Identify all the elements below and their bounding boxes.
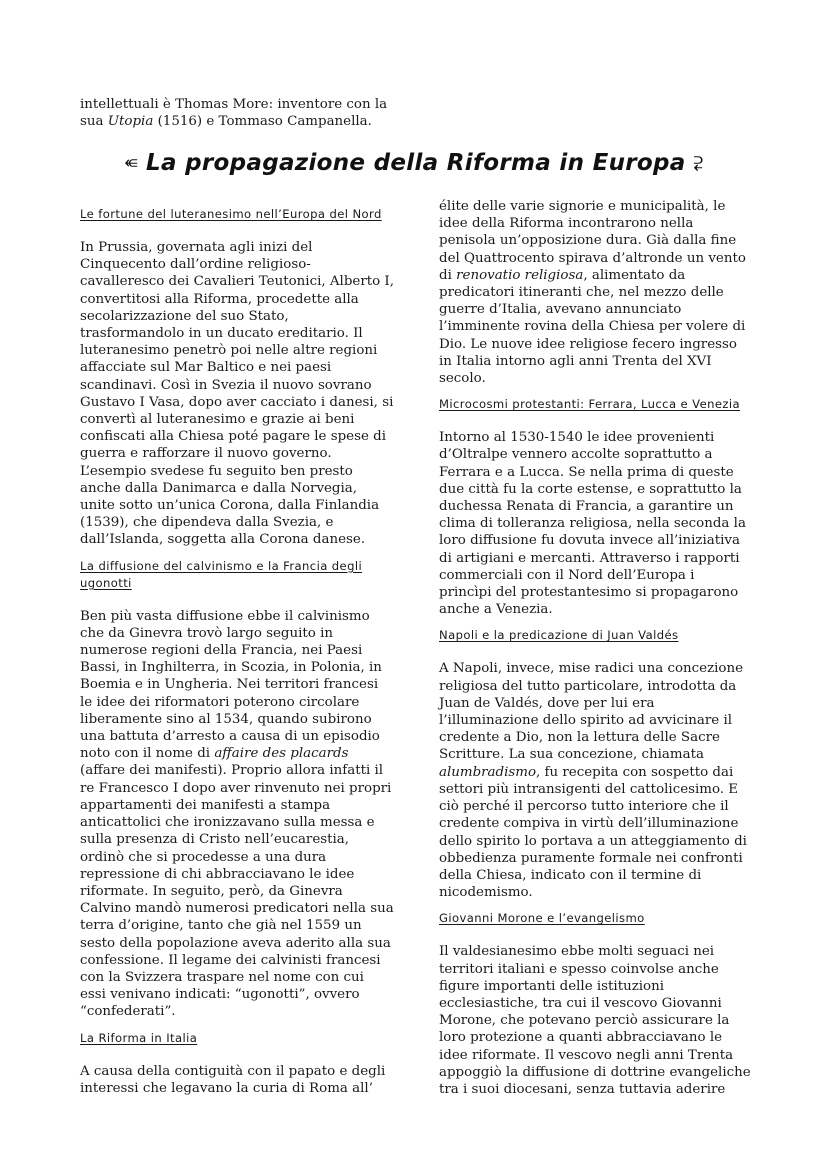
section-body [439,198,751,387]
section-heading: Giovanni Morone e l’evangelismo [439,911,645,926]
section-body [80,608,394,1021]
page-title [0,150,828,176]
section-body: In Prussia, governata agli inizi del Cinquecento dall’ordine religioso-cavalleresco dei Cavalieri Teutonici, Alberto I, convertitosi alla Riforma, procedette alla secolarizzazione del suo Stato, trasformandolo in un ducato ereditario. Il luteranesimo penetrò poi nelle altre regioni affacciate sul Mar Baltico e nei paesi scandinavi. Così in Svezia il nuovo sovrano Gustavo I Vasa, dopo aver cacciato i danesi, si convertì al luteranesimo e grazie ai beni confiscati alla Chiesa poté pagare le spese di guerra e rafforzare il nuovo governo. L’esempio svedese fu seguito ben presto anche dalla Danimarca e dalla Norvegia, unite sotto un’unica Corona, dalla Finlandia (1539), che dipendeva dalla Svezia, e dall’Islanda, soggetta alla Corona danese. [80,240,394,548]
section-heading: Napoli e la predicazione di Juan Valdés [439,628,679,643]
body-italic: alumbradismo [439,764,537,780]
section-microcosmi [439,396,751,618]
intro-paragraph [80,96,410,130]
title-text: La propagazione della Riforma in Europa [146,150,686,176]
body-text-a: A Napoli, invece, mise radici una concezione religiosa del tutto particolare, introdotta da Juan de Valdés, dove per lui era l’illuminazione dello spirito ad avvicinare il credente a Dio, non la lettura delle Sacre Scritture. La sua concezione, chiamata [439,661,744,763]
section-heading: La Riforma in Italia [80,1030,198,1045]
body-text-b: , alimentato da predicatori itineranti che, nel mezzo delle guerre d’Italia, avevano annunciato l’imminente rovina della Chiesa per volere di Dio. Le nuove idee religiose fecero ingresso in Italia intorno agli anni Trenta del XVI secolo. [439,267,746,387]
left-column [80,206,394,1106]
section-heading: Microcosmi protestanti: Ferrara, Lucca e Venezia [439,397,741,412]
section-napoli [439,627,751,901]
body-italic: affaire des placards [214,746,349,762]
section-body: Intorno al 1530-1540 le idee provenienti d’Oltralpe vennero accolte soprattutto a Ferrara e a Lucca. Se nella prima di queste due città fu la corte estense, e soprattutto la duchessa Renata di Francia, a garantire un clima di tolleranza religiosa, nella seconda la loro diffusione fu dovuta invece all’iniziativa di artigiani e mercanti. Attraverso i rapporti commerciali con il Nord dell’Europa i princìpi del protestantesimo si propagarono anche a Venezia. [439,430,746,618]
intro-italic: Utopia [107,114,154,129]
section-riforma-italia [80,1030,394,1097]
intro-text-a: intellettuali è Thomas More: inventore con la sua [80,97,388,129]
title-deco-left-icon: ⥺ [125,153,138,171]
body-text-a: Ben più vasta diffusione ebbe il calvinismo che da Ginevra trovò largo seguito in numerose regioni della Francia, nei Paesi Bassi, in Inghilterra, in Scozia, in Polonia, in Boemia e in Ungheria. Nei territori francesi le idee dei riformatori poterono circolare liberamente sino al 1534, quando subirono una battuta d’arresto a causa di un episodio noto con il nome di [80,608,382,762]
section-heading: La diffusione del calvinismo e la Francia degli ugonotti [80,558,363,590]
intro-text-b: (1516) e Tommaso Campanella. [153,114,372,129]
section-morone [439,910,751,1098]
body-text-b: (affare dei manifesti). Proprio allora infatti il re Francesco I dopo aver rinvenuto nei propri appartamenti dei manifesti a stampa anticattolici che ironizzavano sulla messa e sulla presenza di Cristo nell’eucarestia, ordinò che si procedesse a una dura repressione di chi abbracciavano le idee riformate. In seguito, però, da Ginevra Calvino mandò numerosi predicatori nella sua terra d’origine, tanto che già nel 1559 un sesto della popolazione aveva aderito alla sua confessione. Il legame dei calvinisti francesi con la Svizzera traspare nel nome con cui essi venivano indicati: “ugonotti”, ovvero “confederati”. [80,763,394,1020]
body-text-b: , fu recepita con sospetto dai settori più intransigenti del cattolicesimo. E ciò perché il percorso tutto interiore che il credente compiva in virtù dell’illuminazione dello spirito lo portava a un atteggiamento di obbedienza puramente formale nei confronti della Chiesa, indicato con il termine di nicodemismo. [439,764,747,901]
body-text-a: élite delle varie signorie e municipalità, le idee della Riforma incontrarono nella penisola un’opposizione dura. Già dalla fine del Quattrocento spirava d’altronde un vento di [439,199,746,283]
section-body: Il valdesianesimo ebbe molti seguaci nei territori italiani e spesso coinvolse anche figure importanti delle istituzioni ecclesiastiche, tra cui il vescovo Giovanni Morone, che potevano perciò assicurare la loro protezione a quanti abbracciavano le idee riformate. Il vescovo negli anni Trenta appoggiò la diffusione di dottrine evangeliche tra i suoi diocesani, senza tuttavia aderire [439,944,751,1097]
section-luteranesimo [80,206,394,549]
title-deco-right-icon: ⥻ [693,153,703,171]
section-heading: Le fortune del luteranesimo nell’Europa del Nord [80,207,382,221]
section-body: A causa della contiguità con il papato e degli interessi che legavano la curia di Roma all’ [80,1063,386,1096]
section-body [439,660,751,901]
section-continuation [439,198,751,387]
section-calvinismo [80,558,394,1021]
right-column [439,199,751,1107]
body-italic: renovatio religiosa [456,267,584,283]
intro-text [80,96,410,130]
